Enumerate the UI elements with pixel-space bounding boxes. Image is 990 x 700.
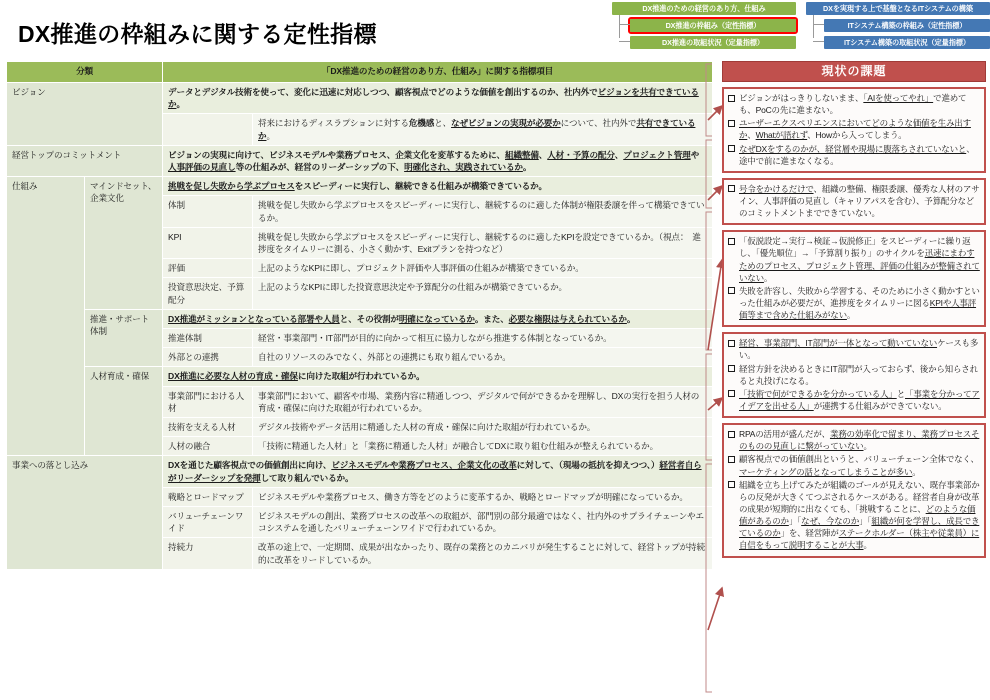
- page-title: DX推進の枠組みに関する定性指標: [18, 21, 377, 47]
- issue-box: [722, 332, 986, 418]
- cell-item-description: 自社のリソースのみでなく、外部との連携にも取り組んでいるか。: [253, 348, 713, 367]
- indicators-table: [6, 61, 713, 570]
- cell-item-label: 外部との連携: [163, 348, 253, 367]
- issue-text: 顧客視点での価値創出というと、バリューチェーン全体でなく、マーケティングの話となってしまうことが多い。: [739, 454, 979, 477]
- cell-item-label: 事業部門における人材: [163, 386, 253, 417]
- current-issues-panel: [722, 61, 986, 558]
- issue-text: RPAの活用が盛んだが、業務の効率化で留まり、業務プロセスそのものの見直しに繋がっていない。: [739, 429, 980, 452]
- issue-box: [722, 178, 986, 225]
- cell-item-description: 「技術に精通した人材」と「業務に精通した人材」が融合してDXに取り組む仕組みが整えられているか。: [253, 437, 713, 456]
- checkbox-square-icon: [728, 481, 735, 488]
- issue-text: 失敗を許容し、失敗から学習する、そのために小さく動かすといった仕組みが必要だが、進捗度をタイムリーに図るKPIや人事評価等まで含めた仕組みがない。: [739, 285, 980, 321]
- issue-text: 号令をかけるだけで、組織の整備、権限委譲、優秀な人材のアサイン、人事評価の見直し（キャリアパスを含む）、予算配分などのコミットメントまでできていない。: [739, 183, 980, 219]
- cell-item-label: 人材の融合: [163, 437, 253, 456]
- checkbox-square-icon: [728, 390, 735, 397]
- checkbox-square-icon: [728, 145, 735, 152]
- cell-item-description: 事業部門において、顧客や市場、業務内容に精通しつつ、デジタルで何ができるかを理解し、DXの実行を担う人材の育成・確保に向けた取組が行われているか。: [253, 386, 713, 417]
- issue-box: [722, 87, 986, 173]
- cell-item-label: [163, 114, 253, 145]
- table-row: [7, 367, 713, 386]
- issue-list-item: [727, 388, 980, 412]
- cell-item-description: 将来におけるディスラプションに対する危機感と、なぜビジョンの実現が必要かについて、社内外で共有できているか。: [253, 114, 713, 145]
- checkbox-square-icon: [728, 456, 735, 463]
- cell-item-description: 経営・事業部門・IT部門が目的に向かって相互に協力しながら推進する体制となっているか。: [253, 329, 713, 348]
- cell-item-label: バリューチェーンワイド: [163, 507, 253, 538]
- issue-text: ビジョンがはっきりしないまま、「AIを使ってやれ」で進めても、PoCの先に進まない。: [739, 93, 967, 116]
- table-header-row: [7, 62, 713, 83]
- checkbox-square-icon: [728, 287, 735, 294]
- cell-item-label: 推進体制: [163, 329, 253, 348]
- nav-item-it-framework-qualitative[interactable]: ITシステム構築の枠組み（定性指標）: [824, 19, 990, 32]
- cell-item-label: 投資意思決定、予算配分: [163, 278, 253, 309]
- cell-lead-indicator: ビジョンの実現に向けて、ビジネスモデルや業務プロセス、企業文化を変革するために、組織整備、人材・予算の配分、プロジェクト管理や人事評価の見直し等の仕組みが、経営のリーダーシップの下、明確化され、実践されているか。: [163, 145, 713, 176]
- table-row: [7, 145, 713, 176]
- table-row: [7, 177, 713, 196]
- cell-category: 仕組み: [7, 177, 85, 456]
- cell-lead-indicator: データとデジタル技術を使って、変化に迅速に対応しつつ、顧客視点でどのような価値を創出するのか、社内外でビジョンを共有できているか。: [163, 83, 713, 114]
- nav-tree-green: [612, 2, 796, 58]
- issue-list-item: [727, 143, 980, 167]
- cell-category: 事業への落とし込み: [7, 456, 163, 569]
- cell-subcategory: 人材育成・確保: [85, 367, 163, 456]
- cell-item-label: 持続力: [163, 538, 253, 569]
- cell-subcategory: マインドセット、企業文化: [85, 177, 163, 310]
- cell-subcategory: 推進・サポート体制: [85, 309, 163, 367]
- checkbox-square-icon: [728, 185, 735, 192]
- cell-item-description: 挑戦を促し失敗から学ぶプロセスをスピーディーに実行し、継続するのに適した体制が権限委譲を伴って構築できているか。: [253, 196, 713, 227]
- nav-tree-blue: [806, 2, 990, 58]
- cell-item-label: 戦略とロードマップ: [163, 487, 253, 506]
- checkbox-square-icon: [728, 120, 735, 127]
- cell-lead-indicator: DXを通じた顧客視点での価値創出に向け、ビジネスモデルや業務プロセス、企業文化の改革に対して、（現場の抵抗を抑えつつ、）経営者自らがリーダーシップを発揮して取り組んでいるか。: [163, 456, 713, 487]
- cell-item-label: 評価: [163, 259, 253, 278]
- issue-text: ユーザーエクスペリエンスにおいてどのような価値を生み出すか、Whatが語れず、Howから入ってしまう。: [739, 118, 971, 141]
- cell-item-label: 技術を支える人材: [163, 418, 253, 437]
- col-header-category: 分類: [7, 62, 163, 83]
- checkbox-square-icon: [728, 340, 735, 347]
- issue-list-item: [727, 285, 980, 321]
- cell-item-label: 体制: [163, 196, 253, 227]
- issue-text: なぜDXをするのかが、経営層や現場に腹落ちされていないと、途中で前に進まなくなる。: [739, 143, 975, 166]
- issue-text: 組織を立ち上げてみたが組織のゴールが見えない、既存事業部からの反発が大きくてつぶされるケースがある。経営者自身が改革の成果が短期的に出なくても、「挑戦することに、どのような価値があるのか」「なぜ、今なのか」「組織が何を学習し、成長できているのか」を、経営陣がステークホルダー（株主や従業員）に自信をもって説明することが大事。: [739, 479, 980, 551]
- issue-list-item: [727, 235, 980, 284]
- col-header-items: 「DX推進のための経営のあり方、仕組み」に関する指標項目: [163, 62, 713, 83]
- cell-item-description: 上記のようなKPIに即した投資意思決定や予算配分の仕組みが構築できているか。: [253, 278, 713, 309]
- cell-category: 経営トップのコミットメント: [7, 145, 163, 176]
- issue-text: 経営、事業部門、IT部門が一体となって動いていないケースも多い。: [739, 338, 979, 361]
- cell-item-description: デジタル技術やデータ活用に精通した人材の育成・確保に向けた取組が行われているか。: [253, 418, 713, 437]
- navigation-tabs: [612, 2, 990, 58]
- issue-list-item: [727, 92, 980, 116]
- issue-box: [722, 230, 986, 327]
- nav-root-dx-management[interactable]: DX推進のための経営のあり方、仕組み: [612, 2, 796, 15]
- issue-list-item: [727, 453, 980, 477]
- issue-list-item: [727, 479, 980, 552]
- nav-item-dx-status-quantitative[interactable]: DX推進の取組状況（定量指標）: [630, 36, 796, 49]
- cell-category: ビジョン: [7, 83, 163, 146]
- nav-item-it-status-quantitative[interactable]: ITシステム構築の取組状況（定量指標）: [824, 36, 990, 49]
- table-row: [7, 309, 713, 328]
- checkbox-square-icon: [728, 365, 735, 372]
- issue-list-item: [727, 428, 980, 452]
- cell-item-description: ビジネスモデルや業務プロセス、働き方等をどのように変革するか、戦略とロードマップが明確になっているか。: [253, 487, 713, 506]
- table-row: [7, 83, 713, 114]
- issue-list-item: [727, 117, 980, 141]
- checkbox-square-icon: [728, 95, 735, 102]
- cell-item-description: ビジネスモデルの創出、業務プロセスの改革への取組が、部門別の部分最適ではなく、社内外のサプライチェーンやエコシステムを通したバリューチェーンワイドで行われているか。: [253, 507, 713, 538]
- cell-item-description: 挑戦を促し失敗から学ぶプロセスをスピーディーに実行し、継続するのに適したKPIを設定できているか。（視点： 進捗度をタイムリーに測る、小さく動かす、Exitプランを持つなど）: [253, 227, 713, 258]
- issue-list-item: [727, 363, 980, 387]
- cell-lead-indicator: DX推進に必要な人材の育成・確保に向けた取組が行われているか。: [163, 367, 713, 386]
- issue-list-item: [727, 183, 980, 219]
- nav-root-it-system[interactable]: DXを実現する上で基盤となるITシステムの構築: [806, 2, 990, 15]
- issue-box: [722, 423, 986, 557]
- table-row: [7, 456, 713, 487]
- checkbox-square-icon: [728, 431, 735, 438]
- issue-list-item: [727, 337, 980, 361]
- cell-item-label: KPI: [163, 227, 253, 258]
- issue-text: 「技術で何ができるかを分かっている人」と「事業を分かってアイデアを出せる人」が連携する仕組みができていない。: [739, 388, 980, 411]
- issue-text: 「仮説設定→実行→検証→仮説修正」をスピーディーに繰り返し、「優先順位」→「予算割り振り」のサイクルを迅速にまわすためのプロセス、プロジェクト管理、評価の仕組みが整備されていない。: [739, 236, 980, 283]
- cell-lead-indicator: DX推進がミッションとなっている部署や人員と、その役割が明確になっているか。また、必要な権限は与えられているか。: [163, 309, 713, 328]
- issue-text: 経営方針を決めるときにIT部門が入っておらず、後から知らされると丸投げになる。: [739, 363, 978, 386]
- nav-item-dx-framework-qualitative[interactable]: DX推進の枠組み（定性指標）: [630, 19, 796, 32]
- checkbox-square-icon: [728, 238, 735, 245]
- cell-item-description: 上記のようなKPIに即し、プロジェクト評価や人事評価の仕組みが構築できているか。: [253, 259, 713, 278]
- cell-item-description: 改革の途上で、一定期間、成果が出なかったり、既存の業務とのカニバリが発生することに対して、経営トップが持続的に改革をリードしているか。: [253, 538, 713, 569]
- current-issues-header: 現状の課題: [722, 61, 986, 82]
- cell-lead-indicator: 挑戦を促し失敗から学ぶプロセスをスピーディーに実行し、継続できる仕組みが構築できているか。: [163, 177, 713, 196]
